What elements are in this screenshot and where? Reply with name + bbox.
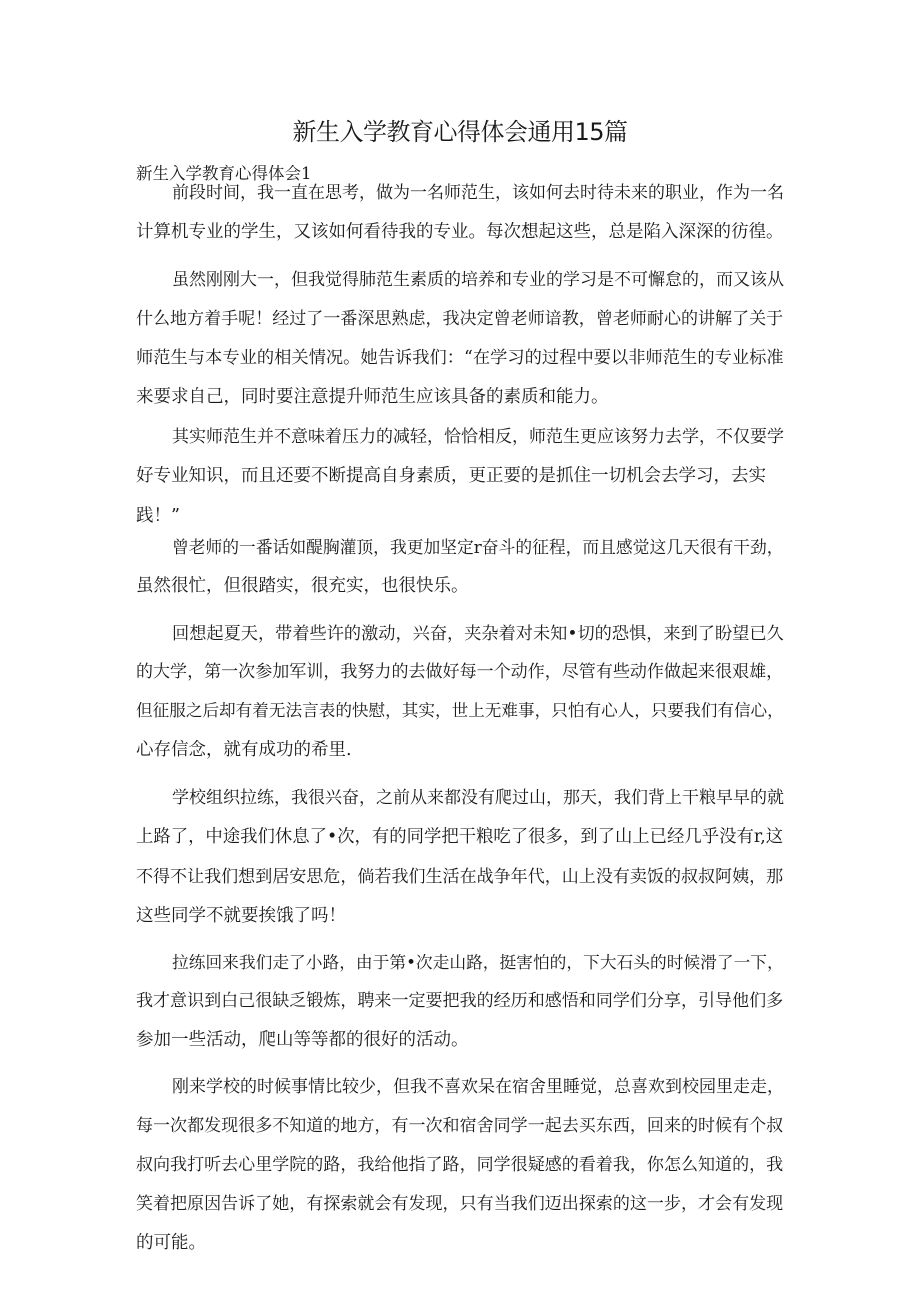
body-text-line: 什么地方着手呢！经过了一番深思熟虑，我决定曾老师谙教，曾老师耐心的讲解了关于: [136, 309, 784, 329]
body-text-line: 不得不让我们想到居安思危，倘若我们生活在战争年代，山上没有卖饭的叔叔阿姨，那: [136, 867, 784, 887]
body-text-line: 上路了，中途我们休息了•次，有的同学把干粮吃了很多，到了山上已经几乎没有r,这: [136, 827, 784, 847]
body-text-line: 好专业知识，而且还要不断提高自身素质，更正要的是抓住一切机会去学习，去实: [136, 466, 766, 486]
body-text-line: 拉练回来我们走了小路，由于第•次走山路，挺害怕的，下大石头的时候滑了一下，: [172, 952, 784, 972]
body-text-line: 这些同学不就要挨饿了吗！: [136, 906, 346, 926]
body-text-line: 其实师范生并不意味着压力的减轻，恰恰相反，师范生更应该努力去学，不仅要学: [172, 427, 784, 447]
body-text-line: 心存信念，就有成功的希里.: [136, 740, 352, 760]
body-text-line: 曾老师的一番话如醍胸灌顶，我更加坚定r奋斗的征程，而且感觉这几天很有干劲，: [172, 537, 784, 557]
document-title: 新生入学教育心得体会通用15篇: [292, 118, 628, 146]
body-text-line: 计算机专业的学生，又该如何看待我的专业。每次想起这些，总是陷入深深的彷徨。: [136, 222, 784, 242]
body-text-line: 我才意识到白己很缺乏锻炼，聘来一定要把我的经历和感悟和同学们分享，引导他们多: [136, 991, 784, 1011]
body-text-line: 师范生与本专业的相关情况。她告诉我们：“在学习的过程中要以非师范生的专业标准: [136, 348, 784, 368]
body-text-line: 参加一些活动，爬山等等都的很好的活动。: [136, 1030, 469, 1050]
body-text-line: 刚来学校的时候事情比较少，但我不喜欢呆在宿舍里睡觉，总喜欢到校园里走走，: [172, 1077, 784, 1097]
body-text-line: 的大学，第一次参加军训，我努力的去做好每一个动作，尽管有些动作做起来很艰雄，: [136, 662, 784, 682]
body-text-line: 虽然很忙，但很踏实，很充实，也很快乐。: [136, 576, 469, 596]
body-text-line: 虽然刚刚大一，但我觉得肺范生素质的培养和专业的学习是不可懈怠的，而又该从: [172, 270, 784, 290]
body-text-line: 践！”: [136, 506, 180, 526]
body-text-line: 笑着把原因告诉了她，有探索就会有发现，只有当我们迈出探索的这一步，才会有发现: [136, 1194, 784, 1214]
body-text-line: 回想起夏天，带着些许的激动，兴奋，夹杂着对未知•切的恐惧，来到了盼望已久: [172, 624, 784, 644]
body-text-line: 但征服之后却有着无法言表的快慰，其实，世上无难事，只怕有心人，只要我们有信心，: [136, 701, 784, 720]
body-text-line: 每一次都发现很多不知道的地方，有一次和宿舍同学一起去买东西，回来的时候有个叔: [136, 1116, 784, 1136]
body-text-line: 前段时间，我一直在思考，做为一名师范生，该如何去时待未来的职业，作为一名: [172, 183, 784, 203]
body-text-line: 学校组织拉练，我很兴奋，之前从来都没有爬过山，那天，我们背上干粮早早的就: [172, 788, 784, 808]
body-text-line: 来要求自己，同时要注意提升师范生应该具备的素质和能力。: [136, 387, 609, 407]
body-text-line: 叔向我打听去心里学院的路，我给他指了路，同学很疑感的看着我，你怎么知道的，我: [136, 1155, 784, 1175]
section-heading: 新生入学教育心得体会1: [136, 164, 312, 183]
body-text-line: 的可能。: [136, 1233, 206, 1253]
